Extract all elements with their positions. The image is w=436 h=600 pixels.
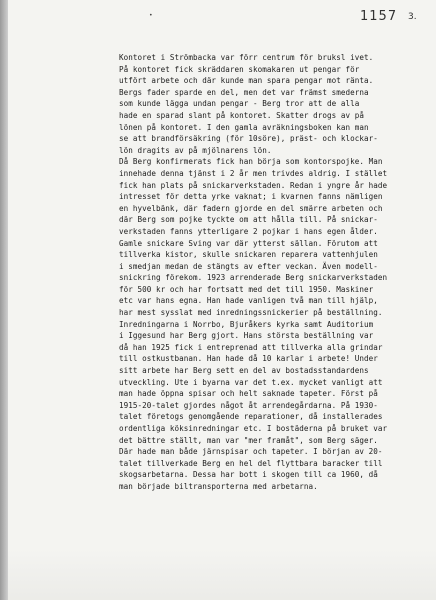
folio-number: 1157 [360, 9, 398, 24]
text-line: hade en sparad slant på kontoret. Skatter drogs av på [119, 110, 364, 120]
text-line: Bergs fader sparde en del, men det var främst smederna [119, 87, 369, 97]
text-line: fick han plats på snickarverkstaden. Redan i yngre år hade [119, 180, 388, 190]
typed-text-body [119, 52, 436, 493]
page-mark: • [149, 12, 153, 19]
text-line: har mest sysslat med inredningssnickerier på beställning. [119, 308, 383, 318]
text-line: Inredningarna i Norrbo, Bjuråkers kyrka samt Auditorium [119, 319, 374, 329]
text-line: för 500 kr och har fortsatt med det till 1950. Maskiner [119, 284, 374, 294]
text-line: lön dragits av på mjölnarens lön. [119, 145, 272, 155]
text-line: man hade öppna spisar och helt saknade tapeter. Först på [119, 389, 378, 399]
text-line: utfört arbete och där kunde man spara pengar mot ränta. [119, 76, 374, 86]
text-line: en hyvelbänk, där fadern gjorde en del smärre arbeten och [119, 203, 383, 213]
binding-edge [0, 0, 8, 600]
text-line: talet tillverkade Berg en hel del flyttbara baracker till [119, 458, 383, 468]
text-line: etc var hans egna. Han hade vanligen två man till hjälp, [119, 296, 378, 306]
text-line: Där hade man både järnspisar och tapeter. I början av 20- [119, 447, 383, 457]
text-line: Gamle snickare Sving var där ytterst sällan. Förutom att [119, 238, 378, 248]
text-line: se att brandförsäkring (för 10söre), präst- och klockar- [119, 134, 378, 144]
text-line: man började biltransporterna med arbetarna. [119, 481, 318, 491]
text-line: snickring förekom. 1923 arrenderade Berg snickarverkstaden [119, 273, 388, 283]
text-line: i smedjan medan de stängts av efter veckan. Även modell- [119, 261, 378, 271]
text-line: där Berg som pojke tyckte om att hålla till. På snickar- [119, 215, 378, 225]
text-line: intresset för detta yrke vaknat; i kvarnen fanns nämligen [119, 192, 383, 202]
text-line: På kontoret fick skräddaren skomakaren ut pengar för [119, 64, 360, 74]
text-line: talet företogs genomgående reparationer, då installerades [119, 412, 383, 422]
page-number: 3. [408, 12, 417, 22]
text-line: i Iggesund har Berg gjort. Hans största beställning var [119, 331, 374, 341]
text-line: skogsarbetarna. Dessa har bott i skogen till ca 1960, då [119, 470, 378, 480]
document-page [8, 0, 436, 600]
text-line: tillverka kistor, skulle snickaren reparera vattenhjulen [119, 250, 378, 260]
text-line: sitt arbete har Berg sett en del av bostadsstandardens [119, 366, 369, 376]
text-line: Kontoret i Strömbacka var förr centrum för bruksl ivet. [119, 53, 374, 62]
text-line: lönen på kontoret. I den gamla avräkningsboken kan man [119, 122, 369, 132]
text-line: till ostkustbanan. Han hade då 10 karlar i arbete! Under [119, 354, 378, 364]
text-line: 1915-20-talet gjordes något åt arrendegårdarna. På 1930- [119, 400, 378, 410]
text-line: då han 1925 fick i entreprenad att tillverka alla grindar [119, 342, 383, 352]
text-line: ordentliga köksinredningar etc. I bostäderna på bruket var [119, 424, 388, 433]
text-line: som kunde lägga undan pengar - Berg tror att de alla [119, 99, 360, 109]
text-line: verkstaden fanns ytterligare 2 pojkar i hans egen ålder. [119, 226, 378, 236]
text-line: Då Berg konfirmerats fick han börja som kontorspojke. Man [119, 157, 383, 167]
page-bottom-shading [8, 548, 436, 600]
text-line: innehade denna tjänst i 2 år men trivdes aldrig. I stället [119, 168, 388, 178]
text-line: utveckling. Ute i byarna var det t.ex. mycket vanligt att [119, 377, 383, 387]
text-line: det bättre ställt, man var "mer framåt", som Berg säger. [119, 435, 378, 445]
